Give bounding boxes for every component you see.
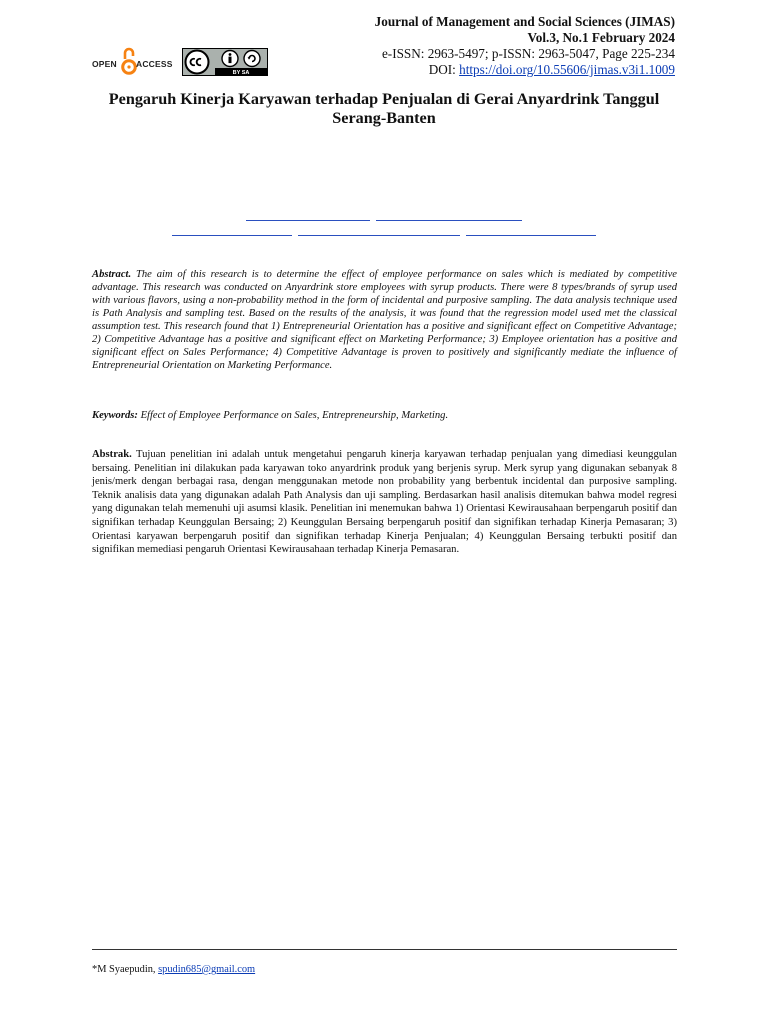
footer-divider	[92, 949, 677, 950]
affiliation-link[interactable]	[466, 234, 596, 236]
affiliation-link[interactable]	[298, 234, 460, 236]
journal-doi	[375, 62, 675, 78]
keywords	[92, 409, 677, 422]
author-links-row-2	[0, 234, 768, 236]
abstract-id-label: Abstrak.	[92, 449, 132, 460]
abstract-id-text: Tujuan penelitian ini adalah untuk mengetahui pengaruh kinerja karyawan terhadap penjualan yang dimediasi keunggulan bersaing. Penelitian ini dilakukan pada karyawan toko anyardrink produk yang berjenis syrup. Merk syrup yang digunakan sebanyak 8 jenis/merk dengan berbagai rasa, dengan menggunakan metode non probability yang berbentuk incidental dan purposive sampling. Teknik analisis data yang digunakan adalah Path Analysis dan uji sampling. Berdasarkan hasil analisis ditemukan bahwa model regresi yang digunakan telah memenuhi uji asumsi klasik. Penelitian ini menemukan bahwa 1) Orientasi Kewirausahaan berpengaruh positif dan signifikan terhadap Keunggulan Bersaing; 2) Keunggulan Bersaing berpengaruh positif dan signifikan terhadap Kinerja Pemasaran; 3) Orientasi karyawan berpengaruh positif dan signifikan terhadap Kinerja Penjualan; 4) Keunggulan Bersaing terbukti positif dan signifikan memediasi pengaruh Orientasi Kewirausahaan terhadap Kinerja Pemasaran.	[92, 449, 677, 556]
cc-license-label: BY SA	[232, 70, 250, 76]
journal-name: Journal of Management and Social Sciences (JIMAS)	[374, 14, 675, 29]
keywords-label: Keywords:	[92, 410, 138, 421]
abstract-en-text: The aim of this research is to determine the effect of employee performance on sales which is mediated by competitive advantage. This research was conducted on Anyardrink store employees with syrup products. There were 8 types/brands of syrup used with various flavors, using a non-probability method in the form of incidental and purposive sampling. The data analysis technique used is Path Analysis and sampling test. Based on the results of the analysis, it was found that the regression model used met the classical assumption test. This research found that 1) Entrepreneurial Orientation has a positive and significant effect on Competitive Advantage; 2) Competitive Advantage has a positive and significant effect on Marketing Performance; 3) Employee orientation has a positive and significant effect on Sales Performance; 4) Competitive Advantage is proven to positively and significantly mediate the influence of Entrepreneurial Orientation on Marketing Performance.	[92, 269, 677, 372]
journal-volume: Vol.3, No.1 February 2024	[527, 30, 675, 45]
paper-title: Pengaruh Kinerja Karyawan terhadap Penjualan di Gerai Anyardrink Tanggul Serang-Banten	[108, 90, 660, 127]
open-access-logo	[92, 44, 174, 80]
corresponding-author	[92, 964, 255, 975]
abstract-indonesian	[92, 448, 677, 557]
abstract-english	[92, 268, 677, 372]
open-access-word-left: OPEN	[92, 59, 117, 69]
author-email-link[interactable]: spudin685@gmail.com	[158, 964, 256, 975]
license-logos	[92, 44, 268, 80]
cc-by-sa-badge	[182, 48, 268, 76]
journal-issn: e-ISSN: 2963-5497; p-ISSN: 2963-5047, Page 225-234	[381, 46, 675, 61]
affiliation-link[interactable]	[172, 234, 292, 236]
keywords-text: Effect of Employee Performance on Sales, Entrepreneurship, Marketing.	[140, 410, 449, 421]
corresponding-author-name: *M Syaepudin,	[92, 964, 159, 975]
doi-label: DOI:	[428, 62, 460, 77]
abstract-en-label: Abstract.	[92, 269, 132, 280]
open-access-lock-icon	[121, 46, 137, 76]
author-link[interactable]	[246, 219, 370, 221]
open-access-word-right: ACCESS	[136, 59, 173, 69]
journal-header	[375, 14, 675, 78]
author-link[interactable]	[376, 219, 522, 221]
doi-link[interactable]: https://doi.org/10.55606/jimas.v3i1.1009	[459, 62, 675, 77]
author-links-row-1	[0, 219, 768, 221]
